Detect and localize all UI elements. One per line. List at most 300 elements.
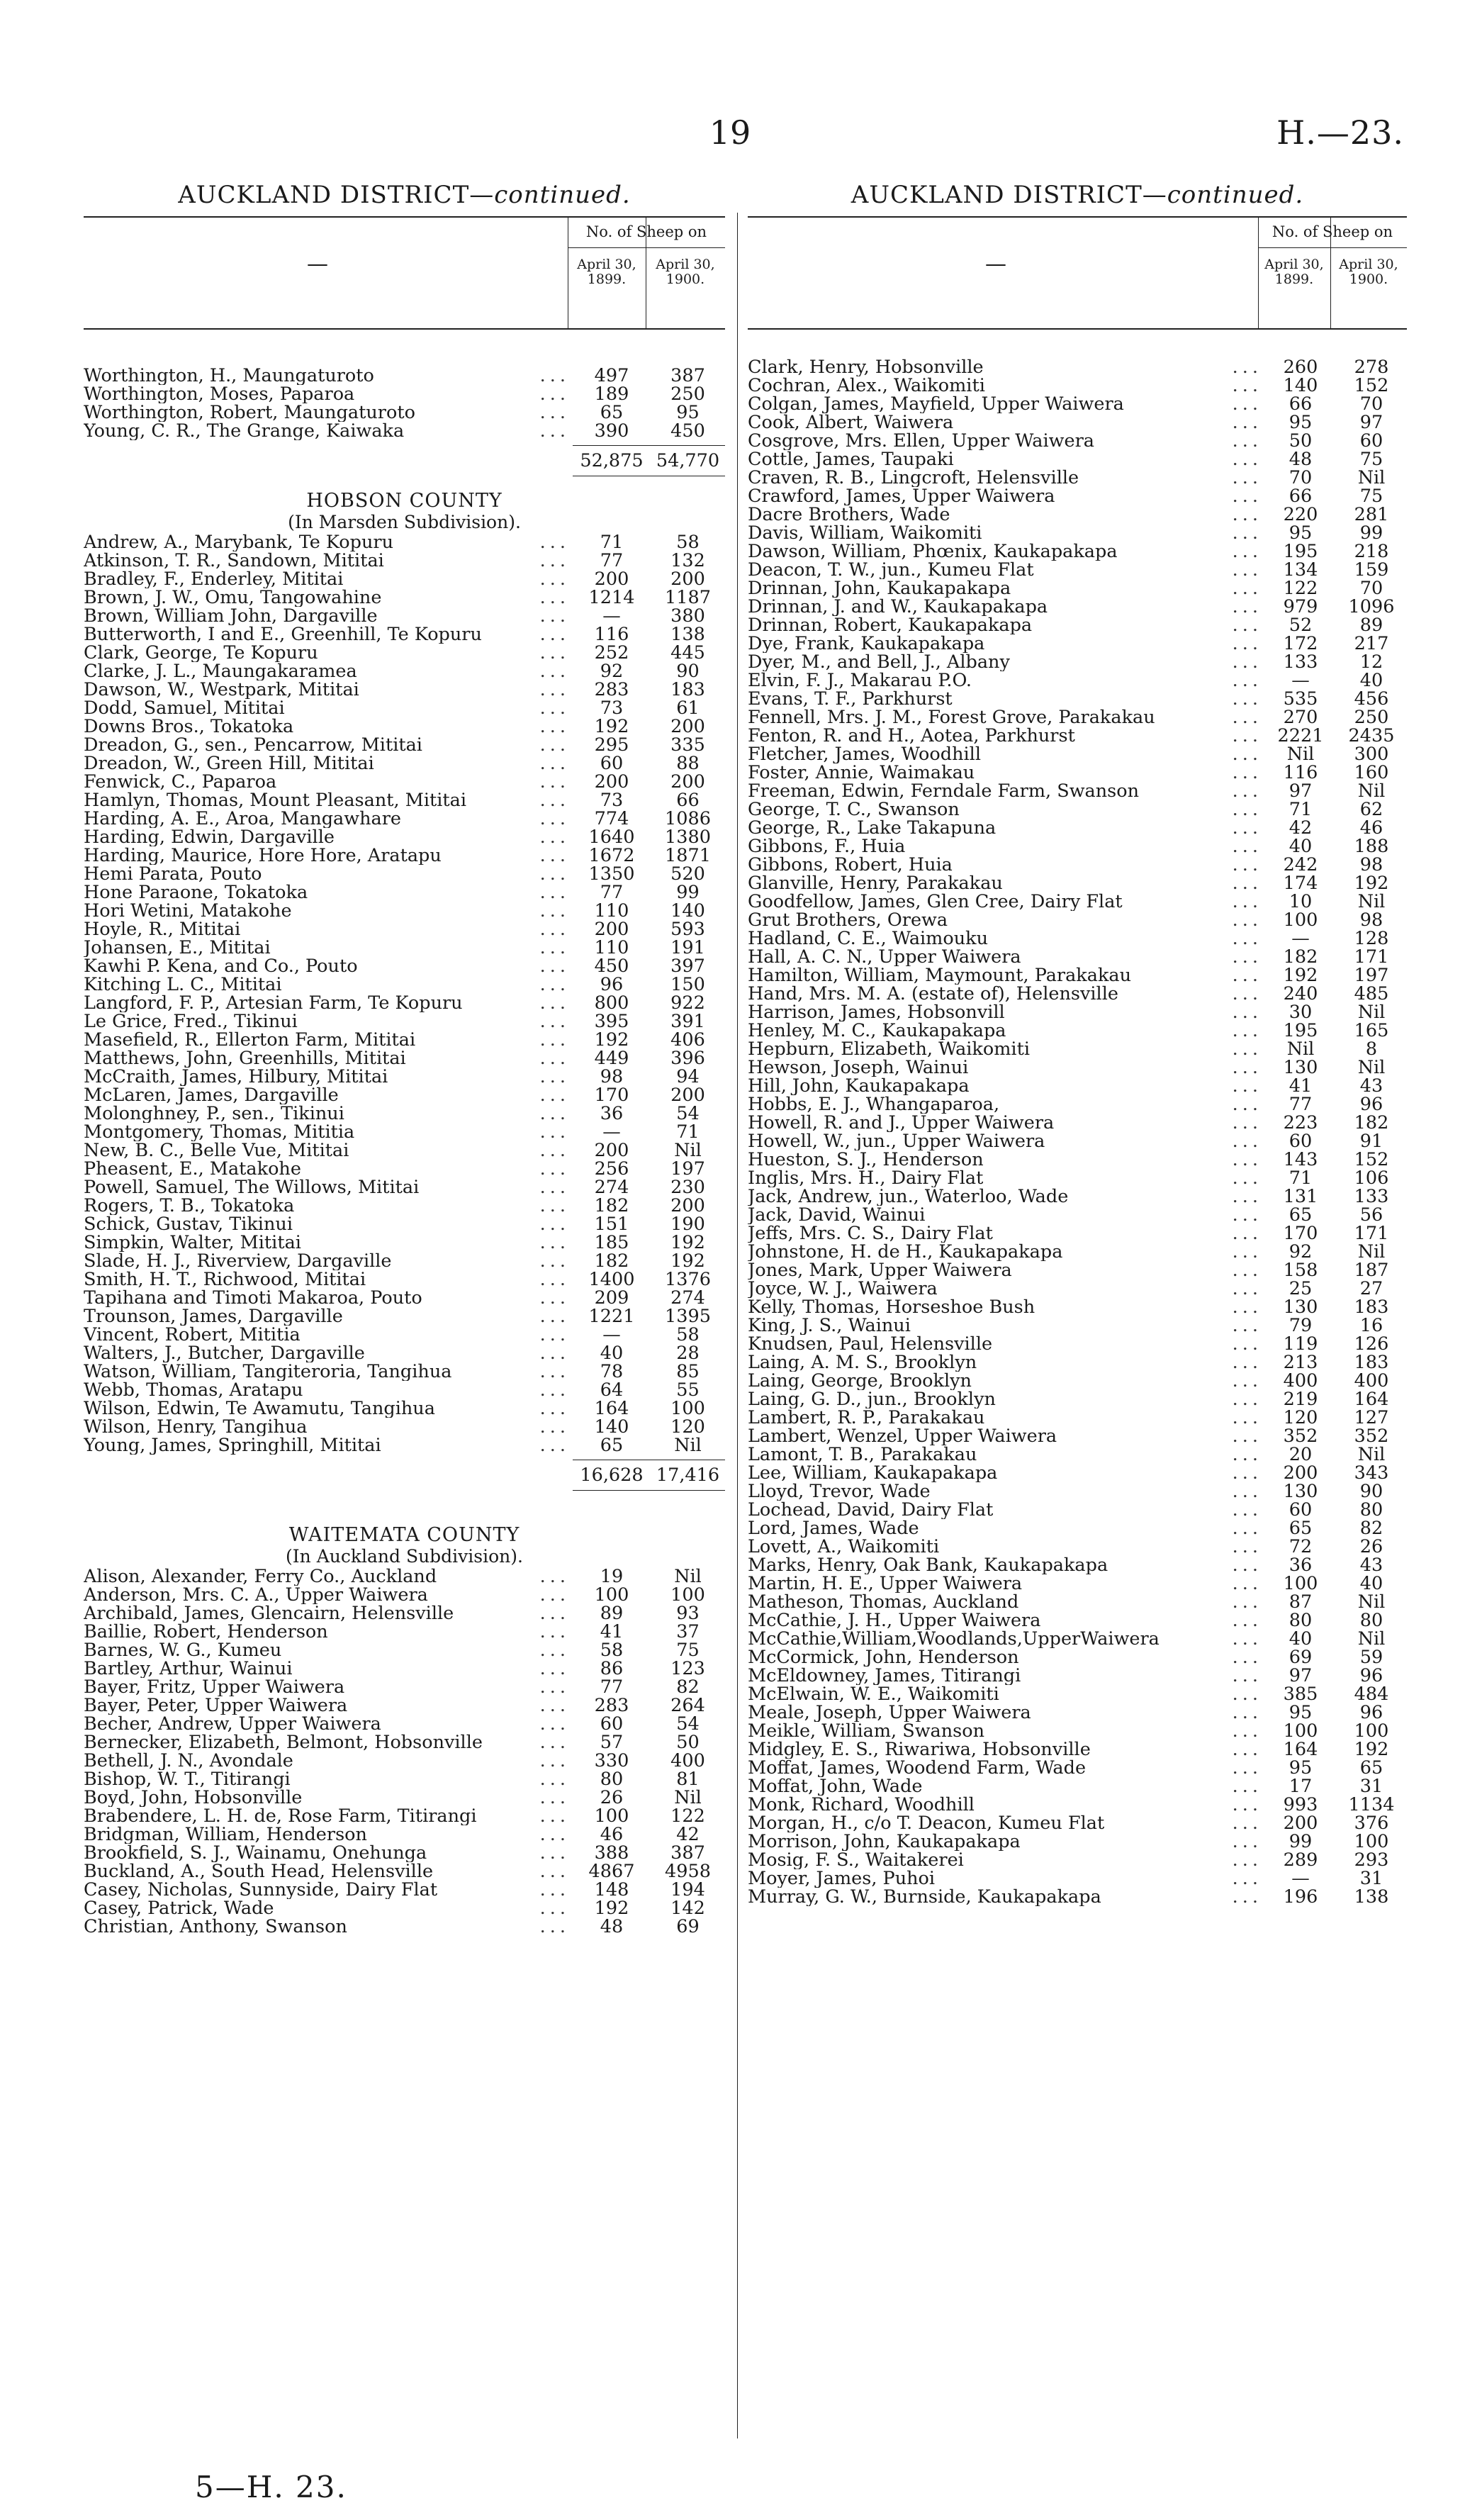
row-name: McCathie,William,Woodlands,UpperWaiwera — [748, 1630, 1160, 1648]
sheep-1900: 165 — [1354, 1020, 1389, 1041]
leader-dots: ... — [539, 1844, 570, 1862]
sheep-1900: 171 — [1354, 1223, 1389, 1244]
leader-dots: ... — [539, 920, 570, 939]
table-row — [84, 662, 725, 681]
leader-dots: ... — [539, 1086, 570, 1104]
sheep-1899: 46 — [600, 1824, 624, 1845]
sheep-1900: 96 — [1359, 1094, 1383, 1115]
sheep-1899: 979 — [1283, 596, 1318, 617]
table-row — [84, 1141, 725, 1160]
row-name: Young, C. R., The Grange, Kaiwaka — [84, 422, 405, 440]
leader-dots: ... — [1232, 708, 1262, 727]
sheep-1900: Nil — [1357, 1241, 1386, 1262]
sheep-1900: 293 — [1354, 1849, 1389, 1871]
table-row — [748, 1372, 1407, 1390]
table-row — [84, 1436, 725, 1455]
sheep-1900: 192 — [670, 1250, 705, 1272]
sheep-1899: 42 — [1289, 817, 1313, 839]
leader-dots: ... — [539, 1068, 570, 1086]
sheep-1900: 71 — [676, 1121, 700, 1143]
sheep-1899: 66 — [1289, 486, 1313, 507]
sheep-1900: 66 — [676, 790, 700, 811]
leader-dots: ... — [539, 1788, 570, 1807]
row-name: Joyce, W. J., Waiwera — [748, 1279, 938, 1298]
table-row — [84, 1362, 725, 1381]
sheep-1900: 4958 — [665, 1861, 711, 1882]
sheep-1899: — — [1291, 1868, 1310, 1889]
table-row — [748, 1021, 1407, 1040]
table-row — [84, 754, 725, 773]
table-row — [748, 1261, 1407, 1279]
sheep-1899: 65 — [1289, 1518, 1313, 1539]
sheep-1899: 352 — [1283, 1426, 1318, 1447]
table-row — [84, 1752, 725, 1770]
sheep-1900: 171 — [1354, 946, 1389, 968]
sheep-1899: 172 — [1283, 633, 1318, 654]
row-name: Montgomery, Thomas, Mititia — [84, 1123, 355, 1141]
leader-dots: ... — [539, 1604, 570, 1623]
left-group-2 — [84, 533, 725, 1455]
leader-dots: ... — [1232, 948, 1262, 966]
table-row — [84, 1326, 725, 1344]
sheep-1900: 82 — [676, 1676, 700, 1698]
sheep-1900: 250 — [1354, 707, 1389, 728]
sheep-1900: 43 — [1359, 1555, 1383, 1576]
sheep-1900: 122 — [670, 1805, 705, 1827]
leader-dots: ... — [1232, 1556, 1262, 1574]
sheep-1900: 16 — [1359, 1315, 1383, 1336]
leader-dots: ... — [1232, 1851, 1262, 1869]
sheep-1900: 352 — [1354, 1426, 1389, 1447]
sheep-1899: 26 — [600, 1787, 624, 1808]
sheep-1899: 195 — [1283, 541, 1318, 562]
row-name: Jeffs, Mrs. C. S., Dairy Flat — [748, 1224, 993, 1243]
leader-dots: ... — [1232, 1003, 1262, 1021]
sheep-1900: 89 — [1359, 615, 1383, 636]
sheep-1900: 218 — [1354, 541, 1389, 562]
table-row — [84, 1715, 725, 1733]
sheep-1899: 20 — [1289, 1444, 1313, 1465]
table-row — [748, 653, 1407, 671]
table-row — [748, 1851, 1407, 1869]
leader-dots: ... — [1232, 1538, 1262, 1556]
sheep-1899: 283 — [594, 1695, 629, 1716]
leader-dots: ... — [539, 1012, 570, 1031]
table-row — [748, 1482, 1407, 1501]
table-row — [84, 1252, 725, 1270]
sheep-1899: 164 — [1283, 1739, 1318, 1760]
leader-dots: ... — [1232, 929, 1262, 948]
row-name: Dodd, Samuel, Mititai — [84, 699, 285, 717]
leader-dots: ... — [539, 957, 570, 975]
leader-dots: ... — [1232, 1114, 1262, 1132]
table-row — [84, 1881, 725, 1899]
leader-dots: ... — [1232, 450, 1262, 469]
leader-dots: ... — [1232, 579, 1262, 598]
leader-dots: ... — [1232, 1685, 1262, 1703]
sheep-1899: Nil — [1286, 744, 1315, 765]
leader-dots: ... — [539, 1678, 570, 1696]
table-row — [84, 1733, 725, 1752]
row-name: Hepburn, Elizabeth, Waikomiti — [748, 1040, 1030, 1058]
row-name: Crawford, James, Upper Waiwera — [748, 487, 1055, 505]
row-name: Kelly, Thomas, Horseshoe Bush — [748, 1298, 1035, 1316]
leader-dots: ... — [539, 385, 570, 403]
table-row — [748, 413, 1407, 432]
sheep-1899: 40 — [1289, 1628, 1313, 1650]
sheep-1900: 99 — [676, 882, 700, 903]
leader-dots: ... — [1232, 763, 1262, 782]
sheep-1899: 388 — [594, 1842, 629, 1864]
leader-dots: ... — [1232, 413, 1262, 432]
row-name: Christian, Anthony, Swanson — [84, 1917, 347, 1936]
row-name: McLaren, James, Dargaville — [84, 1086, 339, 1104]
table-row — [748, 1095, 1407, 1114]
row-name: Hill, John, Kaukapakapa — [748, 1077, 970, 1095]
sheep-1899: 52 — [1289, 615, 1313, 636]
sheep-1900: 152 — [1354, 1149, 1389, 1170]
sheep-1900: 128 — [1354, 928, 1389, 949]
row-name: Hone Paraone, Tokatoka — [84, 883, 308, 902]
leader-dots: ... — [539, 625, 570, 644]
leader-dots: ... — [1232, 1740, 1262, 1759]
sheep-1899: 800 — [594, 992, 629, 1014]
leader-dots: ... — [1232, 782, 1262, 800]
table-row — [748, 727, 1407, 745]
leader-dots: ... — [539, 1752, 570, 1770]
row-name: Cook, Albert, Waiwera — [748, 413, 954, 432]
row-name: Johansen, E., Mititai — [84, 939, 271, 957]
table-row — [748, 1685, 1407, 1703]
sheep-1899: 116 — [1283, 762, 1318, 783]
sheep-1900: 391 — [670, 1011, 705, 1032]
leader-dots: ... — [539, 1899, 570, 1917]
sheep-1900: 80 — [1359, 1610, 1383, 1631]
table-row — [748, 819, 1407, 837]
leader-dots: ... — [539, 1178, 570, 1197]
sheep-1900: 40 — [1359, 1573, 1383, 1594]
leader-dots: ... — [1232, 1169, 1262, 1187]
leader-dots: ... — [539, 791, 570, 810]
sheep-1900: 250 — [670, 383, 705, 405]
table-row — [748, 1077, 1407, 1095]
row-name: Downs Bros., Tokatoka — [84, 717, 294, 736]
table-row — [748, 432, 1407, 450]
table-row — [84, 625, 725, 644]
row-name: Webb, Thomas, Aratapu — [84, 1381, 303, 1399]
row-name: Lamont, T. B., Parakakau — [748, 1445, 977, 1464]
sheep-1899: 200 — [594, 919, 629, 940]
table-row — [84, 1899, 725, 1917]
sheep-1899: — — [1291, 928, 1310, 949]
row-name: Morgan, H., c/o T. Deacon, Kumeu Flat — [748, 1814, 1105, 1832]
row-name: Johnstone, H. de H., Kaukapakapa — [748, 1243, 1063, 1261]
table-row — [84, 1418, 725, 1436]
row-name: Lambert, Wenzel, Upper Waiwera — [748, 1427, 1057, 1445]
sheep-1900: 197 — [670, 1158, 705, 1180]
leader-dots: ... — [539, 1641, 570, 1659]
sheep-1899: 131 — [1283, 1186, 1318, 1207]
sheep-1900: 12 — [1359, 651, 1383, 673]
row-name: Fletcher, James, Woodhill — [748, 745, 981, 763]
row-name: Baillie, Robert, Henderson — [84, 1623, 328, 1641]
table-row — [748, 598, 1407, 616]
row-name: Andrew, A., Marybank, Te Kopuru — [84, 533, 394, 551]
sheep-1900: Nil — [674, 1787, 702, 1808]
row-name: New, B. C., Belle Vue, Mititai — [84, 1141, 349, 1160]
table-row — [748, 1703, 1407, 1722]
sheep-1900: 1380 — [665, 827, 711, 848]
row-name: Anderson, Mrs. C. A., Upper Waiwera — [84, 1586, 428, 1604]
leader-dots: ... — [539, 717, 570, 736]
sheep-1900: 335 — [670, 734, 705, 756]
table-row — [84, 975, 725, 994]
leader-dots: ... — [539, 1215, 570, 1233]
leader-dots: ... — [539, 1326, 570, 1344]
leader-dots: ... — [1232, 1888, 1262, 1906]
leader-dots: ... — [1232, 1574, 1262, 1593]
row-name: Walters, J., Butcher, Dargaville — [84, 1344, 365, 1362]
sheep-1900: 188 — [1354, 836, 1389, 857]
leader-dots: ... — [1232, 524, 1262, 542]
table-row — [84, 533, 725, 551]
leader-dots: ... — [1232, 1814, 1262, 1832]
leader-dots: ... — [539, 1399, 570, 1418]
sheep-1900: 62 — [1359, 799, 1383, 820]
sheep-1899: 122 — [1283, 578, 1318, 599]
sheep-1899: Nil — [1286, 1038, 1315, 1060]
row-name: Brabendere, L. H. de, Rose Farm, Titirangi — [84, 1807, 477, 1825]
sheep-1899: 1672 — [588, 845, 635, 866]
leader-dots: ... — [539, 1381, 570, 1399]
right-column — [748, 181, 1407, 1906]
table-row — [748, 1519, 1407, 1538]
sheep-1900: 217 — [1354, 633, 1389, 654]
sheep-1900: 183 — [1354, 1297, 1389, 1318]
sheep-1899: 289 — [1283, 1849, 1318, 1871]
sheep-1900: 200 — [670, 1195, 705, 1216]
leader-dots: ... — [539, 1362, 570, 1381]
sheep-1899: 96 — [600, 974, 624, 995]
table-row — [748, 745, 1407, 763]
sheep-1899: 25 — [1289, 1278, 1313, 1299]
sheep-1900: 484 — [1354, 1684, 1389, 1705]
sheep-1899: 164 — [594, 1398, 629, 1419]
sheep-1899: 80 — [1289, 1610, 1313, 1631]
row-name: Watson, William, Tangiteroria, Tangihua — [84, 1362, 452, 1381]
row-name: McElwain, W. E., Waikomiti — [748, 1685, 999, 1703]
row-name: Clark, George, Te Kopuru — [84, 644, 318, 662]
right-heading: AUCKLAND DISTRICT—continued. — [851, 181, 1304, 209]
row-name: Worthington, H., Maungaturoto — [84, 366, 374, 385]
sheep-1899: 65 — [600, 1435, 624, 1456]
hobson-county-subtitle: (In Marsden Subdivision). — [288, 512, 521, 532]
sheep-1899: 130 — [1283, 1057, 1318, 1078]
sheep-1900: 69 — [676, 1916, 700, 1937]
table-row — [748, 708, 1407, 727]
sheep-1899: 182 — [594, 1195, 629, 1216]
page-number: 19 — [709, 113, 751, 152]
sheep-1900: 26 — [1359, 1536, 1383, 1557]
table-row — [748, 856, 1407, 874]
row-name: Gibbons, Robert, Huia — [748, 856, 953, 874]
sheep-1899: 57 — [600, 1732, 624, 1753]
sheep-1900: Nil — [1357, 1057, 1386, 1078]
row-name: Fenwick, C., Paparoa — [84, 773, 277, 791]
sheep-1899: 60 — [1289, 1131, 1313, 1152]
sheep-1900: 183 — [670, 679, 705, 700]
sheep-1899: 192 — [1283, 965, 1318, 986]
sheep-1900: 200 — [670, 771, 705, 793]
sheep-1900: 380 — [670, 605, 705, 627]
row-name: Archibald, James, Glencairn, Helensville — [84, 1604, 454, 1623]
table-row — [748, 1464, 1407, 1482]
sheep-1900: 138 — [670, 624, 705, 645]
row-name: Gibbons, F., Huia — [748, 837, 906, 856]
table-row — [84, 773, 725, 791]
row-name: Knudsen, Paul, Helensville — [748, 1335, 993, 1353]
row-name: Wilson, Henry, Tangihua — [84, 1418, 308, 1436]
row-name: Cottle, James, Taupaki — [748, 450, 954, 469]
row-name: Craven, R. B., Lingcroft, Helensville — [748, 469, 1079, 487]
table-row — [748, 911, 1407, 929]
table-row — [84, 810, 725, 828]
leader-dots: ... — [1232, 1316, 1262, 1335]
sheep-1900: Nil — [1357, 780, 1386, 802]
sheep-1899: 400 — [1283, 1370, 1318, 1391]
table-row — [748, 671, 1407, 690]
leader-dots: ... — [1232, 1095, 1262, 1114]
table-row — [748, 892, 1407, 911]
sheep-1899: 260 — [1283, 357, 1318, 378]
row-name: Casey, Patrick, Wade — [84, 1899, 274, 1917]
sheep-1900: 37 — [676, 1621, 700, 1642]
sheep-1899: 130 — [1283, 1297, 1318, 1318]
sheep-1900: 88 — [676, 753, 700, 774]
table-row — [748, 1869, 1407, 1888]
sheep-1900: 98 — [1359, 909, 1383, 931]
row-name: Murray, G. W., Burnside, Kaukapakapa — [748, 1888, 1101, 1906]
sheep-1900: 90 — [676, 661, 700, 682]
leader-dots: ... — [539, 422, 570, 440]
sheep-1900: 80 — [1359, 1499, 1383, 1521]
table-row — [748, 634, 1407, 653]
sheep-1899: 58 — [600, 1640, 624, 1661]
sheep-1900: 192 — [1354, 873, 1389, 894]
sheep-1899: 64 — [600, 1379, 624, 1401]
sheep-1899: 182 — [1283, 946, 1318, 968]
table-row — [84, 699, 725, 717]
sheep-1899: 223 — [1283, 1112, 1318, 1133]
sheep-1900: 75 — [1359, 486, 1383, 507]
row-name: Cochran, Alex., Waikomiti — [748, 376, 985, 395]
table-row — [748, 1630, 1407, 1648]
table-row — [748, 1316, 1407, 1335]
sheep-1899: 116 — [594, 624, 629, 645]
sheep-1899: 151 — [594, 1214, 629, 1235]
leader-dots: ... — [1232, 1482, 1262, 1501]
leader-dots: ... — [1232, 856, 1262, 874]
sheep-1899: 110 — [594, 900, 629, 922]
left-group-1 — [84, 366, 725, 440]
sheep-1900: 387 — [670, 1842, 705, 1864]
row-name: Worthington, Robert, Maungaturoto — [84, 403, 415, 422]
table-row — [84, 1399, 725, 1418]
leader-dots: ... — [1232, 598, 1262, 616]
row-name: Hamlyn, Thomas, Mount Pleasant, Mititai — [84, 791, 466, 810]
row-name: Marks, Henry, Oak Bank, Kaukapakapa — [748, 1556, 1108, 1574]
sheep-1900: 82 — [1359, 1518, 1383, 1539]
sheep-1899: 98 — [600, 1066, 624, 1087]
leader-dots: ... — [1232, 1832, 1262, 1851]
sheep-1900: 75 — [1359, 449, 1383, 470]
leader-dots: ... — [539, 1715, 570, 1733]
sheep-1899: — — [602, 1121, 621, 1143]
sheep-1899: 200 — [594, 771, 629, 793]
row-name: Matheson, Thomas, Auckland — [748, 1593, 1019, 1611]
row-name: Bernecker, Elizabeth, Belmont, Hobsonville — [84, 1733, 483, 1752]
table-row — [748, 1611, 1407, 1630]
sheep-1900: 58 — [676, 532, 700, 553]
row-name: Grut Brothers, Orewa — [748, 911, 948, 929]
row-name: Molonghney, P., sen., Tikinui — [84, 1104, 344, 1123]
table-row — [748, 1538, 1407, 1556]
leader-dots: ... — [539, 1567, 570, 1586]
sheep-1899: 497 — [594, 365, 629, 386]
sheep-1899: 200 — [1283, 1813, 1318, 1834]
sheep-1900: 99 — [1359, 522, 1383, 544]
sheep-1900: 445 — [670, 642, 705, 663]
leader-dots: ... — [1232, 671, 1262, 690]
sheep-1899: 213 — [1283, 1352, 1318, 1373]
sheep-1899: 40 — [1289, 836, 1313, 857]
row-name: Slade, H. J., Riverview, Dargaville — [84, 1252, 392, 1270]
sheep-1899: 148 — [594, 1879, 629, 1900]
leader-dots: ... — [539, 1123, 570, 1141]
row-name: Boyd, John, Hobsonville — [84, 1788, 303, 1807]
row-name: Drinnan, Robert, Kaukapakapa — [748, 616, 1033, 634]
table-row — [84, 1659, 725, 1678]
leader-dots: ... — [1232, 395, 1262, 413]
row-name: Moffat, James, Woodend Farm, Wade — [748, 1759, 1087, 1777]
sheep-1899: 71 — [600, 532, 624, 553]
sheep-1900: 8 — [1365, 1038, 1378, 1060]
sheep-1899: 77 — [600, 882, 624, 903]
sheep-1899: 89 — [600, 1603, 624, 1624]
leader-dots: ... — [1232, 1279, 1262, 1298]
leader-dots: ... — [1232, 690, 1262, 708]
sheep-1899: 200 — [594, 1140, 629, 1161]
row-name: Morrison, John, Kaukapakapa — [748, 1832, 1021, 1851]
leader-dots: ... — [1232, 1390, 1262, 1409]
table-row — [84, 1049, 725, 1068]
sheep-1900: Nil — [674, 1566, 702, 1587]
sheep-1900: 27 — [1359, 1278, 1383, 1299]
table-row — [84, 1696, 725, 1715]
sheep-1900: 182 — [1354, 1112, 1389, 1133]
sheep-1899: 134 — [1283, 559, 1318, 581]
table-row — [748, 1888, 1407, 1906]
row-name: Bridgman, William, Henderson — [84, 1825, 367, 1844]
sheep-1899: 200 — [594, 569, 629, 590]
sheep-1900: 43 — [1359, 1075, 1383, 1097]
leader-dots: ... — [539, 1104, 570, 1123]
leader-dots: ... — [1232, 487, 1262, 505]
sheep-1900: 81 — [676, 1769, 700, 1790]
row-name: McCormick, John, Henderson — [748, 1648, 1019, 1667]
sheep-1900: 485 — [1354, 983, 1389, 1004]
sheep-1900: 387 — [670, 365, 705, 386]
